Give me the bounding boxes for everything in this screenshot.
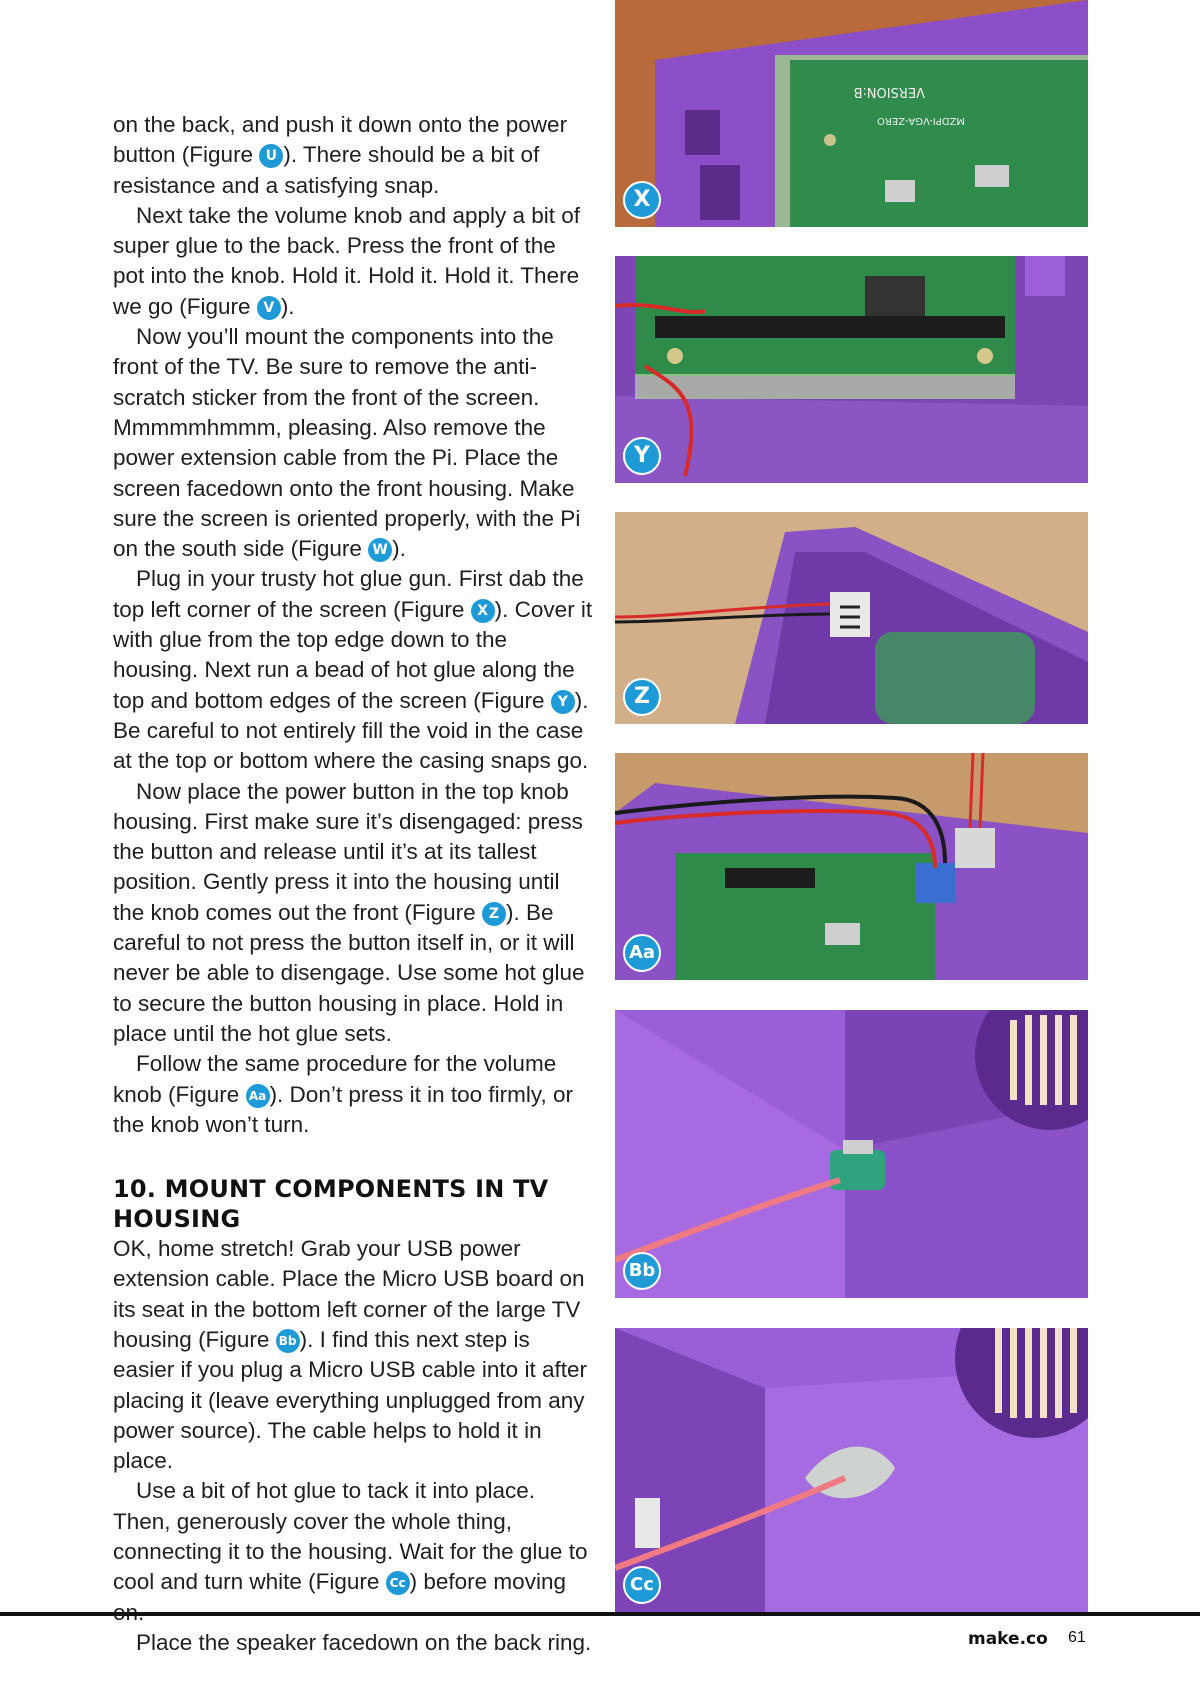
figure-ref-badge: V: [257, 296, 281, 320]
figure-ref-badge: Aa: [246, 1084, 270, 1108]
page-number: 61: [1068, 1629, 1086, 1646]
figure-label-y: Y: [623, 437, 661, 475]
figure-y-photo: [615, 256, 1088, 483]
board-text-version: VERSION:B: [853, 84, 925, 99]
figure-ref-badge: Bb: [276, 1329, 300, 1353]
figure-label-aa: Aa: [623, 934, 661, 972]
paragraph-1: on the back, and push it down onto the power button (Figure U ). There should be a bit of resistance and a satisfying snap.: [113, 112, 568, 198]
paragraph-4: Plug in your trusty hot glue gun. First dab the top left corner of the screen (Figure X ). Cover it with glue from the top edge down to the housing. Next run a bead of hot glue along the top and bottom edges of the screen (Figure Y ). Be careful to not entirely fill the void in the case at the top or bottom where the casing snaps go.: [113, 566, 593, 774]
figure-label-bb: Bb: [623, 1252, 661, 1290]
section-heading: 10. MOUNT COMPONENTS IN TV HOUSING: [113, 1175, 549, 1234]
figure-label-z: Z: [623, 678, 661, 716]
footer-rule: [0, 1612, 1200, 1616]
paragraph-9: Place the speaker facedown on the back ring.: [136, 1629, 592, 1655]
paragraph-6: Follow the same procedure for the volume knob (Figure Aa ). Don’t press it in too firmly, or the knob won’t turn.: [113, 1051, 573, 1137]
paragraph-2: Next take the volume knob and apply a bit of super glue to the back. Press the front of the pot into the knob. Hold it. Hold it. Hold it. There we go (Figure V ).: [113, 202, 581, 319]
footer-site: make.co: [968, 1629, 1048, 1649]
figure-x-photo: [615, 0, 1088, 227]
figure-label-cc: Cc: [623, 1566, 661, 1604]
paragraph-8: Use a bit of hot glue to tack it into place. Then, generously cover the whole thing, connecting it to the housing. Wait for the glue to cool and turn white (Figure Cc ) before moving: [113, 1478, 588, 1595]
paragraph-7: OK, home stretch! Grab your USB power extension cable. Place the Micro USB board on its seat in the bottom left corner of the large TV housing (Figure Bb ). I find this next step is easier if you plug a Micro USB cable into it after placing it (leave everything unplugged from any power source). The cable helps to hold it in place.: [113, 1236, 587, 1474]
figure-ref-badge: Z: [482, 902, 506, 926]
figure-label-x: X: [623, 181, 661, 219]
figure-ref-badge: Cc: [386, 1571, 410, 1595]
board-text-model: MZDPI-VGA-ZERO: [877, 115, 965, 126]
figure-bb-photo: [615, 1010, 1088, 1298]
article-column: [113, 110, 593, 1658]
figure-z-photo: [615, 512, 1088, 724]
figure-ref-badge: Y: [551, 690, 575, 714]
figure-ref-badge: U: [259, 144, 283, 168]
paragraph-5: Now place the power button in the top knob housing. First make sure it’s disengaged: press the button and release until it’s at its tallest position. Gently press it into the housing until the knob comes out the front (Figure Z ). Be careful to not press the button itself in, or it will never be able to disengage. Use some hot glue to secure the button housing in place. Hold in place until the hot glue sets.: [113, 778, 585, 1046]
paragraph-3: Now you’ll mount the components into the front of the TV. Be sure to remove the anti-scratch sticker from the front of the screen. Mmmmmhmmm, pleasing. Also remove the power extension cable from the Pi. Place the screen facedown onto the front housing. Make sure the screen is oriented properly, with the Pi on the south side (Figure W ).: [113, 324, 581, 562]
figure-aa-photo: [615, 753, 1088, 980]
figure-ref-badge: X: [471, 599, 495, 623]
figure-cc-photo: [615, 1328, 1088, 1612]
figure-ref-badge: W: [368, 538, 392, 562]
